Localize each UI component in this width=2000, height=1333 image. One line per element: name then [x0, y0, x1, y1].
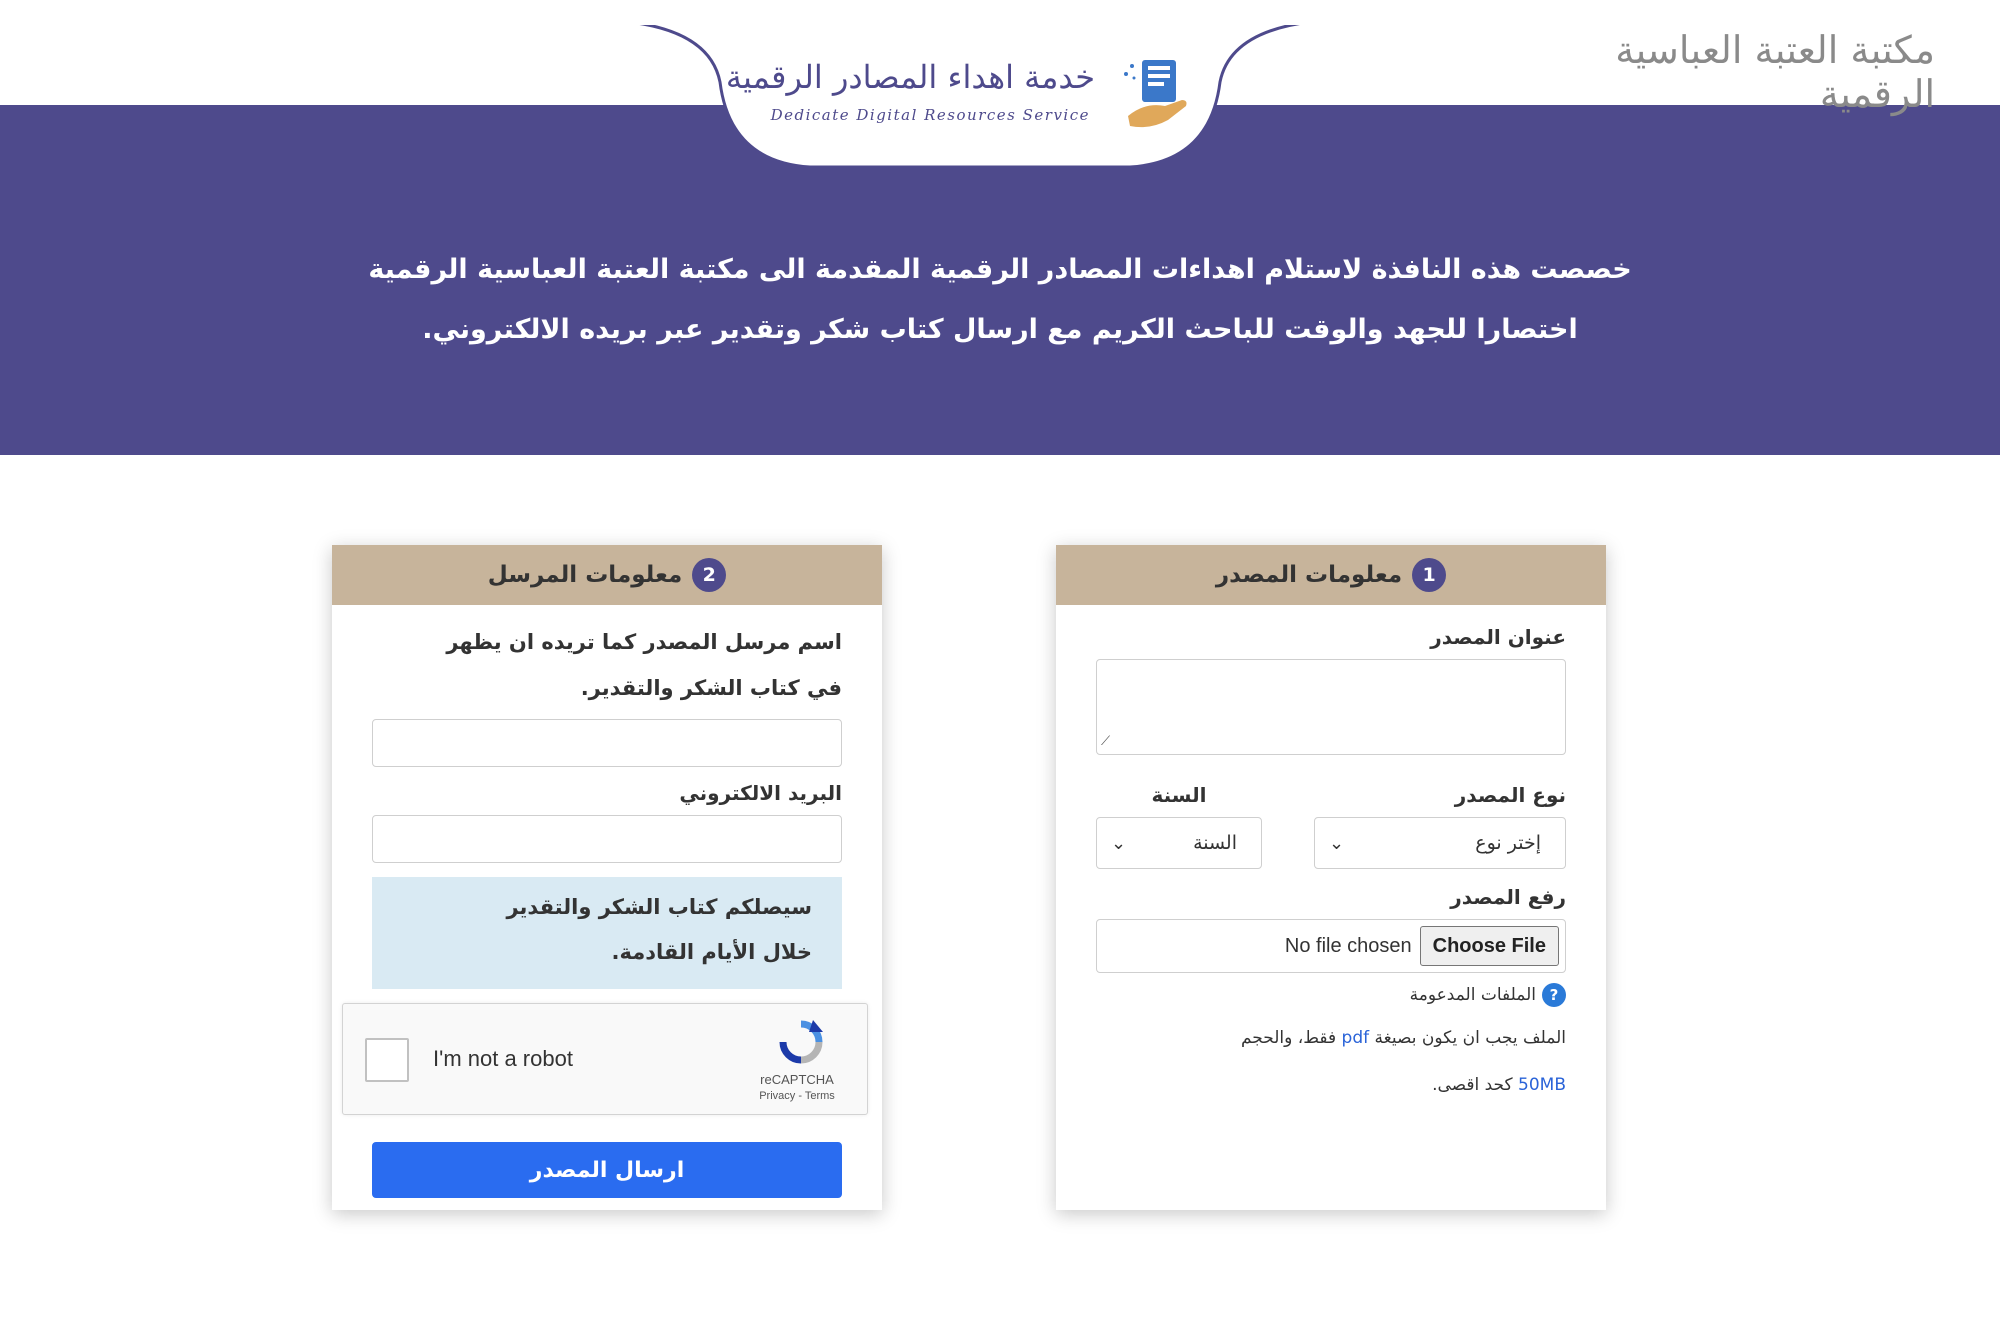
step-number-1: 1 — [1412, 558, 1446, 592]
email-label: البريد الالكتروني — [679, 781, 842, 805]
file-status: No file chosen — [1284, 934, 1412, 957]
supported-files-label: الملفات المدعومة — [1409, 985, 1536, 1005]
step-number-2: 2 — [692, 558, 726, 592]
sender-card-header — [332, 545, 882, 605]
recaptcha-widget — [342, 1003, 868, 1115]
book-in-hand-icon — [1120, 54, 1195, 134]
upload-label: رفع المصدر — [1450, 885, 1566, 909]
note-part-1: الملف يجب ان يكون بصيغة — [1374, 1028, 1566, 1048]
chevron-down-icon: ⌄ — [1329, 832, 1345, 854]
sender-name-label — [372, 619, 842, 711]
note-size: 50MB — [1518, 1075, 1566, 1095]
library-logo[interactable]: مكتبة العتبة العباسية الرقمية — [1615, 28, 1935, 116]
source-type-label: نوع المصدر — [1454, 783, 1566, 807]
intro-line-2: اختصارا للجهد والوقت للباحث الكريم مع ارسال كتاب شكر وتقدير عبر بريده الالكتروني. — [422, 314, 1578, 345]
recaptcha-privacy-terms[interactable]: Privacy - Terms — [759, 1090, 835, 1102]
sender-name-desc-2: في كتاب الشكر والتقدير. — [580, 676, 842, 700]
choose-file-button[interactable]: Choose File — [1420, 926, 1559, 966]
notice-line-2: خلال الأيام القادمة. — [611, 940, 812, 964]
intro-line-1: خصصت هذه النافذة لاستلام اهداءات المصادر الرقمية المقدمة الى مكتبة العتبة العباسية الرقمية — [368, 254, 1632, 285]
email-input[interactable] — [372, 815, 842, 863]
intro-text — [150, 240, 1850, 360]
source-type-value: إختر نوع — [1475, 832, 1541, 854]
question-icon: ? — [1542, 983, 1566, 1007]
source-title-label: عنوان المصدر — [1430, 625, 1566, 649]
source-card-title: معلومات المصدر — [1215, 562, 1403, 588]
sender-info-card — [332, 545, 882, 1210]
submit-source-button[interactable]: ارسال المصدر — [372, 1142, 842, 1198]
year-label: السنة — [1151, 783, 1207, 807]
service-logo[interactable] — [700, 50, 1200, 140]
source-card-header — [1056, 545, 1606, 605]
file-upload-input[interactable] — [1096, 919, 1566, 973]
recaptcha-checkbox[interactable] — [365, 1038, 409, 1082]
year-select[interactable] — [1096, 817, 1262, 869]
sender-name-input[interactable] — [372, 719, 842, 767]
sender-card-title: معلومات المرسل — [487, 562, 683, 588]
chevron-down-icon: ⌄ — [1111, 832, 1127, 854]
service-name-en: Dedicate Digital Resources Service — [770, 106, 1090, 124]
thanks-notice — [372, 877, 842, 989]
recaptcha-label: I'm not a robot — [433, 1046, 573, 1071]
note-part-3: كحد اقصى. — [1432, 1075, 1513, 1095]
recaptcha-icon — [773, 1018, 829, 1068]
recaptcha-brand: reCAPTCHA — [760, 1072, 834, 1087]
note-pdf: pdf — [1341, 1028, 1370, 1048]
file-requirements-note — [1096, 1015, 1566, 1109]
service-name-ar: خدمة اهداء المصادر الرقمية — [725, 58, 1095, 96]
note-part-2: فقط، والحجم — [1240, 1028, 1337, 1048]
supported-files-link[interactable] — [1096, 983, 1566, 1007]
resize-grip-icon[interactable]: ⟋ — [1101, 734, 1111, 749]
source-info-card — [1056, 545, 1606, 1210]
sender-name-desc-1: اسم مرسل المصدر كما تريده ان يظهر — [446, 630, 842, 654]
year-value: السنة — [1193, 832, 1237, 854]
source-title-textarea[interactable] — [1096, 659, 1566, 755]
source-type-select[interactable] — [1314, 817, 1566, 869]
notice-line-1: سيصلكم كتاب الشكر والتقدير — [506, 895, 812, 919]
